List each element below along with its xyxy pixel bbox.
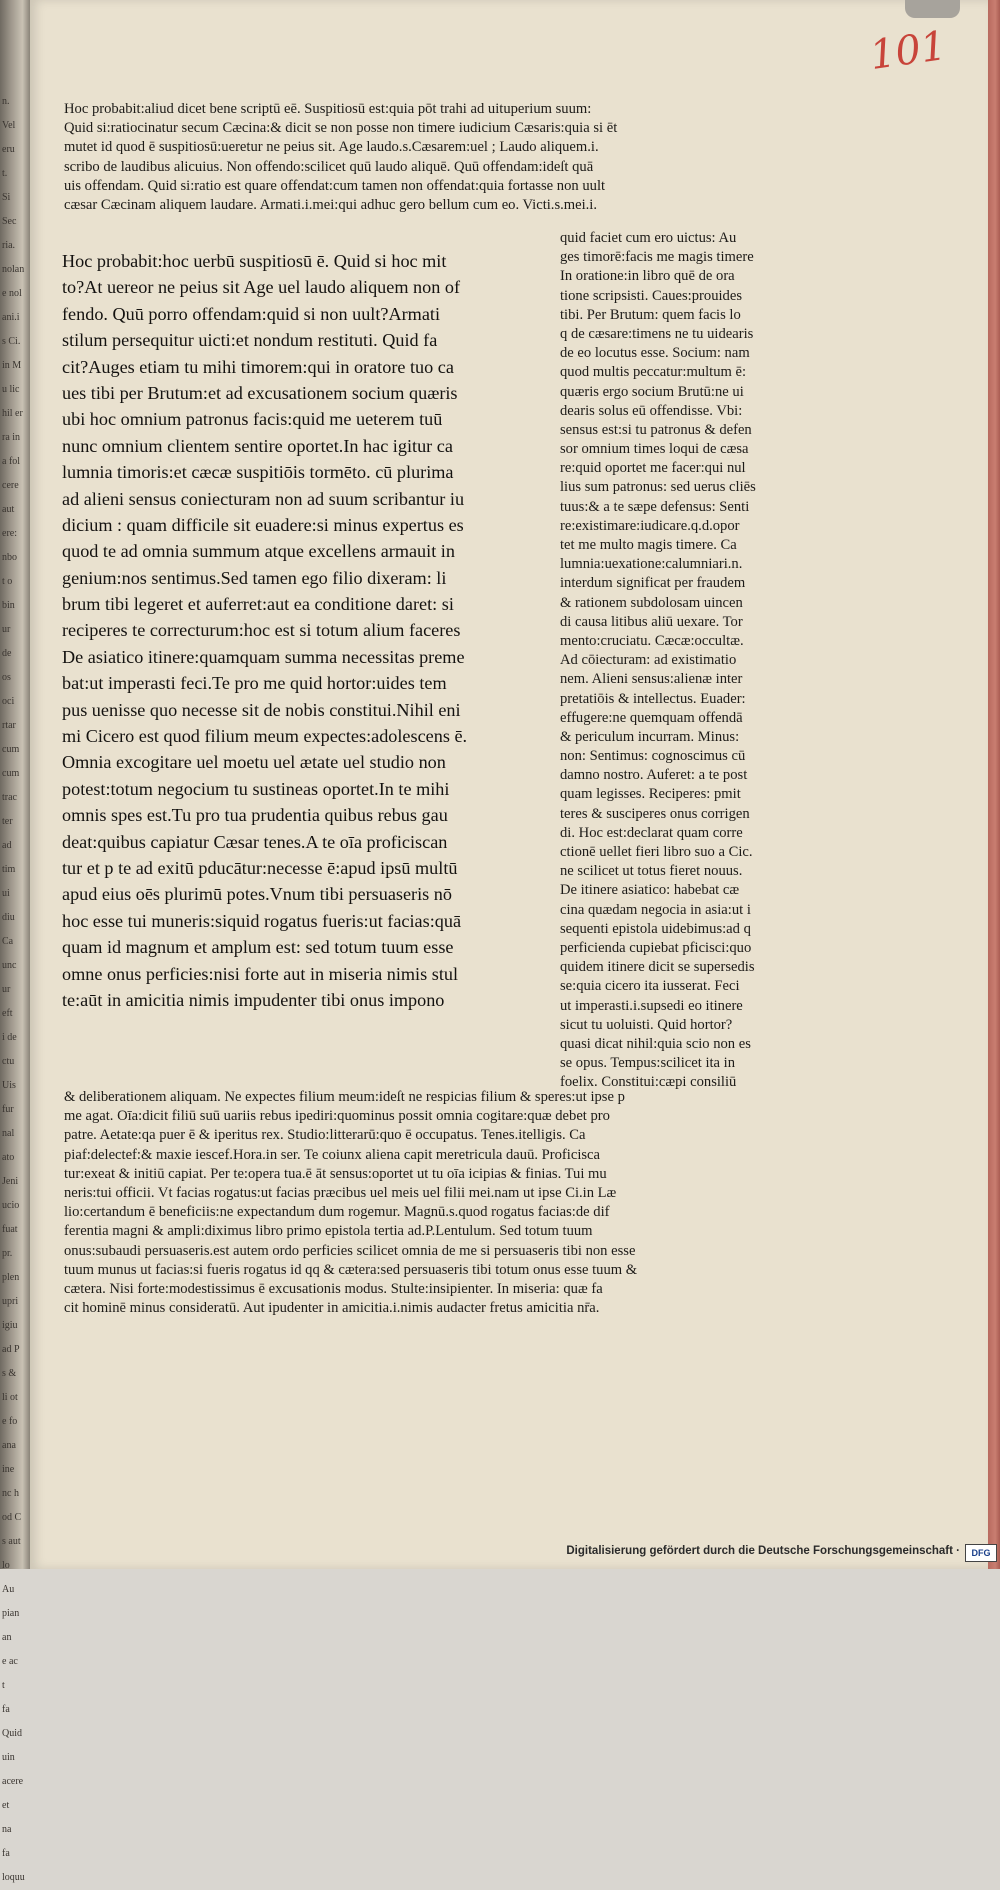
side-gloss-line: teres & susciperes onus corrigen	[560, 805, 750, 822]
left-page-fragment: fuat	[2, 1224, 18, 1235]
main-text-line: hoc esse tui muneris:siquid rogatus fueris:ut facias:quā	[62, 910, 462, 931]
main-text-line: ubi hoc omnium patronus facis:quid me ueterem tuū	[62, 409, 443, 430]
side-gloss-line: ctionē uellet fieri libro suo a Cic.	[560, 844, 753, 860]
side-gloss-line: lius sum patronus: sed uerus cliēs	[560, 479, 756, 496]
main-text-line: brum tibi legeret et auferret:aut ea conditione daret: si	[62, 594, 454, 615]
main-text-line: nunc omnium clientem sentire oportet.In hac igitur ca	[62, 435, 453, 456]
left-page-fragment: eru	[2, 144, 15, 155]
left-page-fragment: t.	[2, 168, 8, 179]
left-page-fragment: ad	[2, 840, 12, 851]
bottom-gloss-line: me agat. Oīa:dicit filiū suū uariis rebus ipediri:quominus possit omnia cogitare:quæ debet pro	[64, 1108, 610, 1125]
left-page-fragment: od C	[2, 1512, 22, 1523]
left-page-fragment: an	[2, 1632, 12, 1643]
left-page-fragment: a fol	[2, 456, 21, 467]
side-gloss-line: nem. Alieni sensus:alienæ inter	[560, 671, 743, 688]
main-text-line: reciperes te correcturum:hoc est si totum alium faceres	[62, 620, 461, 641]
top-gloss-line: Hoc probabit:aliud dicet bene scriptū eē. Suspitiosū est:quia pōt trahi ad uituperium suum:	[64, 101, 592, 117]
main-text-line: omne onus perficies:nisi forte aut in miseria nimis stul	[62, 963, 459, 984]
left-page-fragment: ur	[2, 624, 11, 635]
top-gloss-line: scribo de laudibus alicuius. Non offendo:scilicet quū laudo aliquē. Quū offendam:ideſt quā	[64, 158, 594, 175]
side-gloss-line: & rationem subdolosam uincen	[560, 594, 743, 611]
main-text-line: dicium : quam difficile sit euadere:si minus expertus es	[62, 514, 464, 535]
left-page-fragment: rtar	[2, 720, 16, 731]
side-gloss-line: quasi dicat nihil:quia scio non es	[560, 1035, 751, 1052]
bottom-gloss-line: cætera. Nisi forte:modestissimus ē excusationis modus. Stulte:insipienter. In miseria: quæ fa	[64, 1280, 603, 1297]
bottom-gloss-line: ferentia magni & ampli:diximus libro primo epistola tertia ad.P.Lentulum. Sed totum tuum	[64, 1223, 593, 1240]
left-page-fragment: Sec	[2, 216, 17, 227]
left-page-fragment: bin	[2, 600, 15, 611]
scanner-clip	[905, 0, 960, 18]
left-page-fragment: s aut	[2, 1536, 21, 1547]
bottom-gloss-line: neris:tui officii. Vt facias rogatus:ut facias præcibus uel meis uel filii mei.nam ut ipse Ci.in Læ	[64, 1184, 617, 1201]
side-gloss-line: sequenti epistola uidebimus:ad q	[560, 920, 751, 937]
side-gloss-line: foelix. Constitui:cæpi consiliū	[560, 1074, 737, 1091]
left-page-fragment: ad P	[2, 1344, 20, 1355]
left-page-fragment: Jeni	[2, 1176, 19, 1187]
left-page-fragment: e nol	[2, 288, 22, 299]
left-page-fragment: os	[2, 672, 11, 683]
left-page-fragment: nbo	[2, 552, 17, 563]
dfg-logo: DFG	[965, 1544, 997, 1562]
left-page-fragment: ter	[2, 816, 13, 827]
top-gloss-line: cæsar Cæcinam aliquem laudare. Armati.i.mei:qui adhuc gero bellum cum eo. Victi.s.mei.i.	[64, 196, 598, 213]
side-gloss-line: sicut tu uoluisti. Quid hortor?	[560, 1016, 733, 1033]
side-gloss-line: interdum significat per fraudem	[560, 575, 746, 592]
side-gloss-line: quam legisses. Reciperes: pmit	[560, 786, 741, 803]
digitization-credit: Digitalisierung gefördert durch die Deutsche Forschungsgemeinschaft ·	[566, 1545, 960, 1557]
left-page-fragment: cum	[2, 768, 20, 779]
previous-page-edge	[0, 0, 30, 1883]
left-page-fragment: Au	[2, 1584, 15, 1595]
left-page-fragment: pian	[2, 1608, 20, 1619]
left-page-fragment: fur	[2, 1104, 14, 1115]
side-gloss-line: quæris ergo socium Brutū:ne ui	[560, 383, 744, 400]
left-page-fragment: hil er	[2, 408, 23, 419]
side-gloss-line: cina quædam negocia in asia:ut i	[560, 901, 751, 918]
left-page-fragment: pr.	[2, 1248, 13, 1259]
left-page-fragment: de	[2, 648, 12, 659]
main-text-line: Omnia excogitare uel moetu uel ætate uel studio non	[62, 752, 446, 773]
main-text-line: te:aūt in amicitia nimis impudenter tibi onus impono	[62, 989, 445, 1010]
side-gloss-line: lumnia:uexatione:calumniari.n.	[560, 556, 743, 573]
left-page-fragment: ra in	[2, 432, 21, 443]
side-gloss-line: Ad cōiecturam: ad existimatio	[560, 652, 737, 669]
side-gloss-line: perficienda cupiebat pficisci:quo	[560, 939, 752, 956]
bottom-gloss-line: piaf:delectef:& maxie iescef.Hora.in ser. Te coiunx aliena capit meretricula dauū. Proficisca	[64, 1146, 601, 1163]
left-page-fragment: unc	[2, 960, 17, 971]
side-gloss-line: tione scripsisti. Caues:prouides	[560, 287, 742, 304]
main-text-line: pus uenisse quo necesse sit de nobis constitui.Nihil eni	[62, 699, 461, 720]
side-gloss-line: tet me multo magis timere. Ca	[560, 537, 737, 553]
side-gloss-line: ne scilicet ut totus fieret nouus.	[560, 863, 743, 880]
side-gloss-line: pretatiōis & intellectus. Euader:	[560, 690, 746, 707]
side-gloss-line: In oratione:in libro quē de ora	[560, 268, 735, 285]
side-gloss-line: De itinere asiatico: habebat cæ	[560, 882, 740, 899]
side-gloss-line: effugere:ne quemquam offendā	[560, 709, 743, 726]
side-gloss-line: q de cæsare:timens ne tu uidearis	[560, 325, 754, 342]
main-text-line: De asiatico itinere:quamquam summa necessitas preme	[62, 646, 465, 667]
left-page-fragment: s &	[2, 1368, 17, 1379]
left-page-fragment: uin	[2, 1752, 15, 1763]
bottom-gloss-line: patre. Aetate:qa puer ē & iperitus rex. Studio:litterarū:quo ē occupatus. Tenes.itelligis. Ca	[64, 1127, 586, 1144]
side-gloss-line: re:quid oportet me facer:qui nul	[560, 460, 746, 477]
side-gloss-line: quidem itinere dicit se supersedis	[560, 959, 755, 976]
left-page-fragment: Quid	[2, 1728, 22, 1739]
side-gloss-line: mento:cruciatu. Cæcæ:occultæ.	[560, 632, 744, 649]
left-page-fragment: nal	[2, 1128, 15, 1139]
side-gloss-line: & periculum incurram. Minus:	[560, 728, 740, 745]
left-page-fragment: ere:	[2, 528, 17, 539]
side-commentary	[560, 229, 756, 1092]
bottom-gloss-line: tur:exeat & initiū capiat. Per te:opera tua.ē āt sensus:oportet ut tu oīa icipias & finias. Tui mu	[64, 1165, 607, 1182]
side-gloss-line: se:quia cicero ita iusserat. Feci	[560, 978, 740, 995]
main-text-line: cit?Auges etiam tu mihi timorem:qui in oratore tuo ca	[62, 356, 454, 377]
left-page-fragment: acere	[2, 1776, 24, 1787]
left-page-fragment: n.	[2, 96, 10, 107]
left-page-fragment: ine	[2, 1464, 15, 1475]
main-text-line: fendo. Quū porro offendam:quid si non uult?Armati	[62, 303, 440, 324]
left-page-fragment: Uis	[2, 1080, 16, 1091]
main-text-line: lumnia timoris:et cæcæ suspitiōis tormēto. cū plurima	[62, 462, 454, 483]
bottom-gloss-line: & deliberationem aliquam. Ne expectes filium meum:ideſt ne respicias filium & speres:ut ipse p	[64, 1089, 625, 1105]
left-page-fragment: trac	[2, 792, 17, 803]
left-page-fragment: ctu	[2, 1056, 15, 1067]
page-edge-red-stain	[988, 0, 1000, 1569]
left-page-fragment: igiu	[2, 1320, 18, 1331]
left-page-fragment: diu	[2, 912, 15, 923]
main-text-line: mi Cicero est quod filium meum expectes:adolescens ē.	[62, 726, 468, 747]
left-page-fragment: Vel	[2, 120, 16, 131]
left-page-fragment: i de	[2, 1032, 17, 1043]
left-page-fragment: Ca	[2, 936, 14, 947]
side-gloss-line: di causa litibus aliū uexare. Tor	[560, 613, 743, 630]
left-page-fragment: aut	[2, 504, 15, 515]
left-page-fragment: nc h	[2, 1488, 19, 1499]
left-page-fragment: t	[2, 1680, 5, 1691]
main-text-column	[62, 248, 467, 1013]
side-gloss-line: di. Hoc est:declarat quam corre	[560, 824, 743, 841]
folio-number: 101	[867, 22, 950, 80]
left-page-fragment: plen	[2, 1272, 20, 1283]
side-gloss-line: re:existimare:iudicare.q.d.opor	[560, 517, 740, 534]
left-page-fragment: ani.i	[2, 312, 20, 323]
side-gloss-line: de eo locutus esse. Socium: nam	[560, 345, 750, 362]
top-gloss-line: uis offendam. Quid si:ratio est quare offendat:cum tamen non offendat:quia fortasse non uult	[64, 177, 606, 194]
left-page-fragment: ato	[2, 1152, 15, 1163]
side-gloss-line: ut imperasti.i.supsedi eo itinere	[560, 997, 743, 1014]
left-page-fragment: cere	[2, 480, 19, 491]
main-text-line: genium:nos sentimus.Sed tamen ego filio dixeram: li	[62, 567, 447, 588]
bottom-gloss-line: lio:certandum ē beneficiis:ne expectandum dum rogemur. Magnū.s.quod rogatus facias:de dif	[64, 1204, 610, 1221]
side-gloss-line: se opus. Tempus:scilicet ita in	[560, 1055, 736, 1072]
side-gloss-line: quod multis peccatur:multum ē:	[560, 364, 747, 381]
left-page-fragment: ui	[2, 888, 10, 899]
left-page-fragment: t o	[2, 576, 13, 587]
main-text-line: quam id magnum et amplum est: sed totum tuum esse	[62, 937, 454, 958]
left-page-fragment: u lic	[2, 384, 20, 395]
main-text-line: quod te ad omnia summum atque excellens armauit in	[62, 541, 455, 562]
main-text-line: Hoc probabit:hoc uerbū suspitiosū ē. Quid si hoc mit	[62, 251, 447, 271]
left-page-fragment: li ot	[2, 1392, 18, 1403]
previous-page-text-fragments	[2, 90, 26, 1883]
main-text-line: apud eius oēs plurimū potes.Vnum tibi persuaseris nō	[62, 884, 452, 905]
side-gloss-line: tibi. Per Brutum: quem facis lo	[560, 306, 741, 323]
bottom-gloss-line: cit hominē minus consideratū. Aut ipudenter in amicitia.i.nimis audacter fretus amicitia nr̄a.	[64, 1300, 600, 1317]
side-gloss-line: dearis solus eū offendisse. Vbi:	[560, 402, 743, 419]
main-text-line: stilum persequitur uicti:et nondum restituti. Quid fa	[62, 330, 438, 351]
main-text-line: ues tibi per Brutum:et ad excusationem socium quæris	[62, 382, 458, 403]
main-text-line: to?At uereor ne peius sit Age uel laudo aliquem non of	[62, 277, 461, 298]
side-gloss-line: sor omnium times loqui de cæsa	[560, 441, 749, 458]
side-gloss-line: sensus est:si tu patronus & defen	[560, 421, 752, 438]
left-page-fragment: upri	[2, 1296, 19, 1307]
left-page-fragment: nolan	[2, 264, 25, 275]
main-text-line: ad alieni sensus coniecturam non ad suum scribantur iu	[62, 488, 465, 509]
left-page-fragment: na	[2, 1824, 12, 1835]
left-page-fragment: ur	[2, 984, 11, 995]
bottom-commentary	[64, 1088, 637, 1318]
top-commentary	[64, 100, 617, 215]
side-gloss-line: ges timorē:facis me magis timere	[560, 249, 754, 266]
left-page-fragment: oci	[2, 696, 15, 707]
main-text-line: omnis spes est.Tu pro tua prudentia quibus rebus gau	[62, 805, 448, 826]
top-gloss-line: Quid si:ratiocinatur secum Cæcina:& dicit se non posse non timere iudicium Cæsaris:quia si ēt	[64, 120, 618, 137]
left-page-fragment: in M	[2, 360, 22, 371]
left-page-fragment: lo	[2, 1560, 10, 1571]
bottom-gloss-line: tuum munus ut facias:si fueris rogatus id qq & cætera:sed persuaseris tibi totum onus esse tuum &	[64, 1261, 638, 1278]
bottom-gloss-line: onus:subaudi persuaseris.est autem ordo perficies scilicet omnia de me si persuaseris tibi non esse	[64, 1242, 636, 1259]
main-text-line: deat:quibus capiatur Cæsar tenes.A te oīa proficiscan	[62, 831, 448, 852]
left-page-fragment: e fo	[2, 1416, 18, 1427]
left-page-fragment: cum	[2, 744, 20, 755]
side-gloss-line: non: Sentimus: cognoscimus cū	[560, 748, 746, 765]
side-gloss-line: damno nostro. Auferet: a te post	[560, 767, 748, 784]
main-text-line: bat:ut imperasti feci.Te pro me quid hortor:uides tem	[62, 673, 447, 694]
left-page-fragment: fa	[2, 1704, 10, 1715]
left-page-fragment: Si	[2, 192, 11, 203]
side-gloss-line: quid faciet cum ero uictus: Au	[560, 230, 737, 246]
left-page-fragment: loquu	[2, 1872, 25, 1883]
left-page-fragment: tim	[2, 864, 16, 875]
left-page-fragment: fa	[2, 1848, 10, 1859]
main-text-line: tur et p te ad exitū pducātur:necesse ē:apud ipsū multū	[62, 857, 458, 878]
main-text-line: potest:totum negocium tu sustineas oportet.In te mihi	[62, 778, 450, 799]
left-page-fragment: ria.	[2, 240, 16, 251]
left-page-fragment: ana	[2, 1440, 16, 1451]
left-page-fragment: s Ci.	[2, 336, 21, 347]
left-page-fragment: eft	[2, 1008, 13, 1019]
left-page-fragment: e ac	[2, 1656, 18, 1667]
side-gloss-line: tuus:& a te sæpe defensus: Senti	[560, 498, 750, 515]
left-page-fragment: ucio	[2, 1200, 20, 1211]
left-page-fragment: et	[2, 1800, 10, 1811]
top-gloss-line: mutet id quod ē suspitiosū:ueretur ne peius sit. Age laudo.s.Cæsarem:uel ; Laudo aliquem.i.	[64, 139, 599, 156]
